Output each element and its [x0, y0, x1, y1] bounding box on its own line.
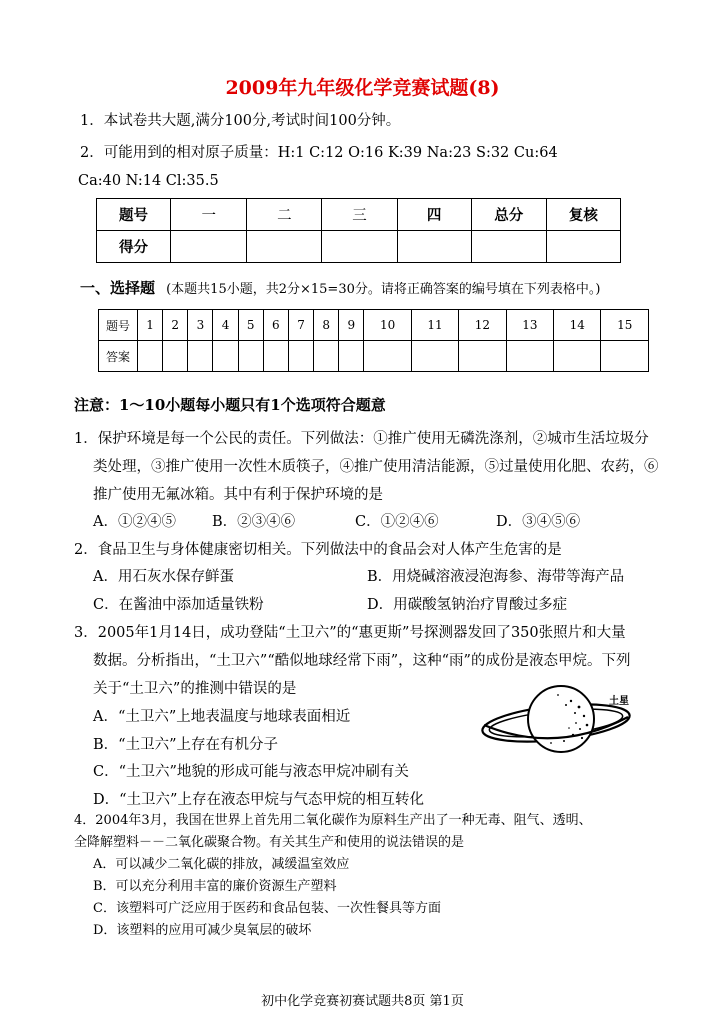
answer-input-cell[interactable] [339, 341, 364, 372]
score-row-label: 得分 [97, 231, 171, 263]
question-number-cell: 4 [213, 310, 238, 341]
score-input-cell[interactable] [322, 231, 397, 263]
question-number-cell: 10 [364, 310, 411, 341]
answer-input-cell[interactable] [364, 341, 411, 372]
answer-table [98, 309, 649, 372]
note-2-line-2: Ca:40 N:14 Cl:35.5 [78, 173, 219, 189]
q2-option-d: D．用碳酸氢钠治疗胃酸过多症 [367, 597, 568, 613]
answer-table-label: 答案 [99, 341, 138, 372]
q4-option-a: A．可以减少二氧化碳的排放，减缓温室效应 [93, 857, 350, 872]
q2-option-c: C．在酱油中添加适量铁粉 [93, 597, 264, 613]
q1-option-c: C．①②④⑥ [355, 514, 439, 530]
q1-option-b: B．②③④⑥ [212, 514, 296, 530]
q3-line-2: 数据。分析指出，“土卫六”“酷似地球经常下雨”，这种“雨”的成份是液态甲烷。下列 [93, 653, 631, 669]
note-1: 1．本试卷共大题,满分100分,考试时间100分钟。 [80, 113, 401, 129]
answer-input-cell[interactable] [138, 341, 163, 372]
question-number-cell: 5 [238, 310, 263, 341]
score-header-cell: 复核 [546, 199, 620, 231]
q4-line-2: 全降解塑料－－二氧化碳聚合物。有关其生产和使用的说法错误的是 [74, 835, 465, 850]
question-number-cell: 9 [339, 310, 364, 341]
answer-input-cell[interactable] [238, 341, 263, 372]
score-input-cell[interactable] [247, 231, 322, 263]
question-number-cell: 13 [506, 310, 553, 341]
attention-note: 注意：1～10小题每小题只有1个选项符合题意 [74, 396, 386, 414]
q1-option-d: D．③④⑤⑥ [496, 514, 581, 530]
q3-line-1: 3．2005年1月14日，成功登陆“土卫六”的“惠更斯”号探测器发回了350张照片和大量 [74, 625, 626, 641]
score-header-cell: 一 [171, 199, 247, 231]
answer-table-label: 题号 [99, 310, 138, 341]
question-number-cell: 1 [138, 310, 163, 341]
score-input-cell[interactable] [546, 231, 620, 263]
answer-input-cell[interactable] [601, 341, 649, 372]
question-number-cell: 8 [314, 310, 339, 341]
question-number-cell: 15 [601, 310, 649, 341]
page-footer: 初中化学竞赛初赛试题共8页 第1页 [261, 994, 464, 1009]
answer-input-cell[interactable] [554, 341, 601, 372]
page-title: 2009年九年级化学竞赛试题(8) [225, 77, 500, 99]
q4-line-1: 4．2004年3月，我国在世界上首先用二氧化碳作为原料生产出了一种无毒、阻气、透明、 [74, 813, 592, 828]
score-header-cell: 题号 [97, 199, 171, 231]
answer-input-cell[interactable] [213, 341, 238, 372]
score-header-cell: 二 [247, 199, 322, 231]
q3-option-d: D．“土卫六”上存在液态甲烷与气态甲烷的相互转化 [93, 792, 424, 808]
answer-input-cell[interactable] [506, 341, 553, 372]
answer-input-cell[interactable] [163, 341, 188, 372]
score-input-cell[interactable] [397, 231, 471, 263]
q4-option-b: B．可以充分利用丰富的廉价资源生产塑料 [93, 879, 337, 894]
note-2-line-1: 2．可能用到的相对原子质量：H:1 C:12 O:16 K:39 Na:23 S:32 Cu:64 [80, 145, 558, 161]
question-number-cell: 6 [263, 310, 288, 341]
saturn-label: 土星 [609, 696, 629, 707]
q4-option-c: C．该塑料可广泛应用于医药和食品包装、一次性餐具等方面 [93, 901, 441, 916]
score-header-cell: 三 [322, 199, 397, 231]
answer-table-answer-row [99, 341, 649, 372]
score-table-header-row [97, 199, 621, 231]
answer-input-cell[interactable] [263, 341, 288, 372]
q3-option-c: C．“土卫六”地貌的形成可能与液态甲烷冲刷有关 [93, 764, 409, 780]
score-input-cell[interactable] [171, 231, 247, 263]
score-input-cell[interactable] [471, 231, 546, 263]
answer-input-cell[interactable] [411, 341, 458, 372]
q2-option-a: A．用石灰水保存鲜蛋 [93, 569, 234, 585]
score-header-cell: 四 [397, 199, 471, 231]
q3-line-3: 关于“土卫六”的推测中错误的是 [93, 681, 297, 697]
question-number-cell: 7 [288, 310, 313, 341]
answer-input-cell[interactable] [314, 341, 339, 372]
answer-input-cell[interactable] [288, 341, 313, 372]
answer-table-number-row [99, 310, 649, 341]
q4-option-d: D．该塑料的应用可减少臭氧层的破坏 [93, 923, 312, 938]
question-number-cell: 3 [188, 310, 213, 341]
answer-input-cell[interactable] [459, 341, 506, 372]
question-number-cell: 14 [554, 310, 601, 341]
score-table [96, 198, 621, 263]
question-number-cell: 12 [459, 310, 506, 341]
q1-line-2: 类处理，③推广使用一次性木质筷子，④推广使用清洁能源，⑤过量使用化肥、农药，⑥ [93, 459, 659, 475]
q2-line-1: 2．食品卫生与身体健康密切相关。下列做法中的食品会对人体产生危害的是 [74, 542, 562, 558]
score-table-score-row [97, 231, 621, 263]
answer-input-cell[interactable] [188, 341, 213, 372]
q1-line-1: 1．保护环境是每一个公民的责任。下列做法：①推广使用无磷洗涤剂，②城市生活垃圾分 [74, 431, 649, 447]
question-number-cell: 2 [163, 310, 188, 341]
q2-option-b: B．用烧碱溶液浸泡海参、海带等海产品 [367, 569, 625, 585]
q1-line-3: 推广使用无氟冰箱。其中有利于保护环境的是 [93, 487, 383, 503]
section-1-heading: 一、选择题 [80, 279, 156, 297]
section-1-description: (本题共15小题，共2分×15=30分。请将正确答案的编号填在下列表格中。) [166, 282, 601, 297]
q1-option-a: A．①②④⑤ [93, 514, 176, 530]
q3-option-a: A．“土卫六”上地表温度与地球表面相近 [93, 709, 351, 725]
score-header-cell: 总分 [471, 199, 546, 231]
q3-option-b: B．“土卫六”上存在有机分子 [93, 737, 278, 753]
section-1-header [80, 277, 600, 298]
question-number-cell: 11 [411, 310, 458, 341]
